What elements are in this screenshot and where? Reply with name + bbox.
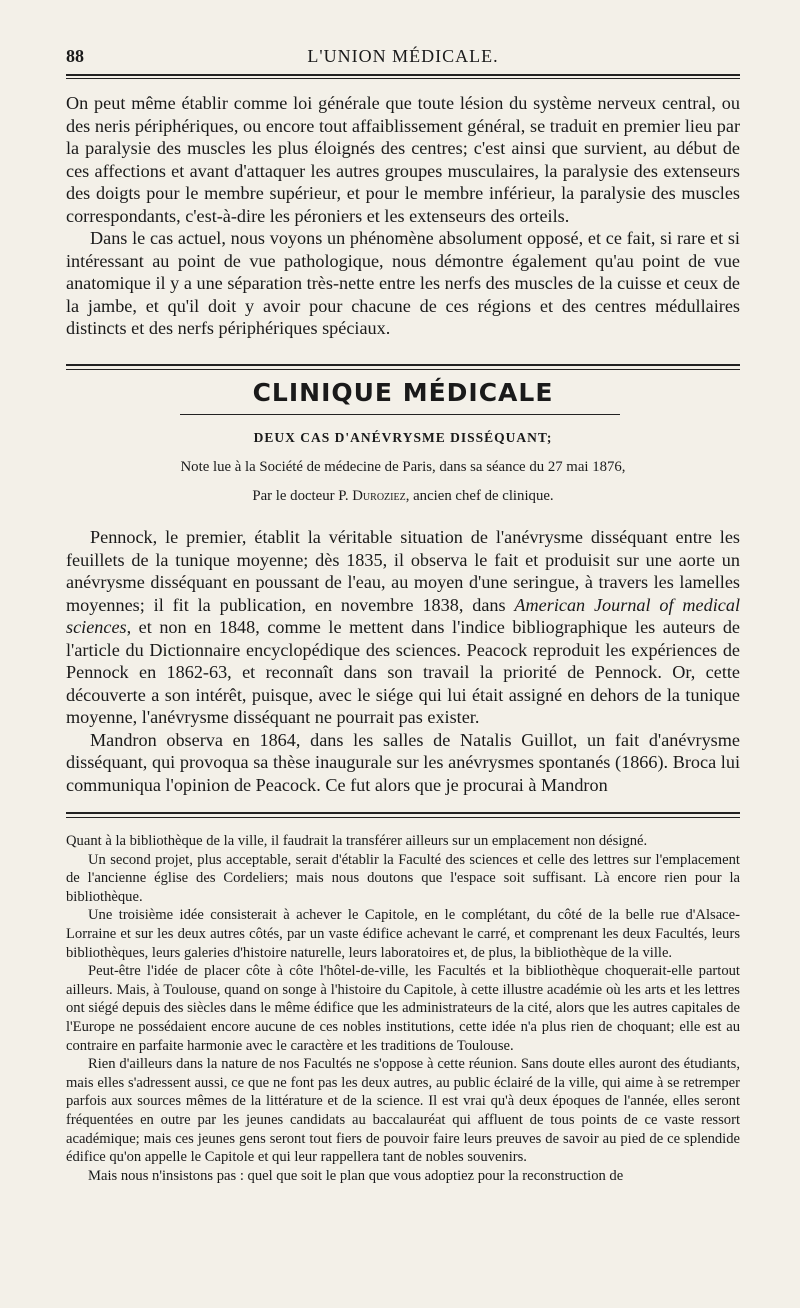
journal-name-italic: American Journal of medical sciences <box>66 594 740 637</box>
header-rule <box>66 74 740 76</box>
feuilleton-rule <box>66 812 740 814</box>
feuilleton-paragraph: Rien d'ailleurs dans la nature de nos Facultés ne s'oppose à cette réunion. Sans doute elles auront des étudiants, mais elles s'adressent aussi, ce que ne font pas les deux autres, au public éclairé de la ville, qui aime à se retremper parfois aux sources mêmes de la littérature et de la science. Il est vrai qu'à deux époques de l'année, elles seront fréquentées en outre par les jeunes candidats au baccalauréat qui affluent de tous points de ce vaste ressort académique; mais ces jeunes gens seront tout fiers de pouvoir faire leurs preuves de savoir au pied de ce splendide édifice qu'on appelle le Capitole et qui leur rappellera tant de nobles souvenirs. <box>66 1056 740 1166</box>
article-paragraph-1-part-b: , et non en 1848, comme le mettent dans l'indice bibliographique les auteurs de l'article du Dictionnaire encyclopédique des sciences. Peacock reproduit les expériences de Pennock en 1862-63, et reconnaît dans son travail la priorité de Pennock. Or, cette découverte a son intérêt, puisque, avec le siége qui lui était assigné en dehors de la tunique moyenne, l'anévrysme disséquant ne pourrait pas exister. <box>66 617 740 727</box>
page-number: 88 <box>66 46 84 66</box>
section-rule-thin <box>66 369 740 370</box>
feuilleton-paragraph: Peut-être l'idée de placer côte à côte l'hôtel-de-ville, les Facultés et la bibliothèque choquerait-elle partout ailleurs. Mais, à Toulouse, quand on songe à l'histoire du Capitole, à cette illustre académie où les arts et les lettres ont siégé depuis des siècles dans le même édifice que les administrateurs de la cité, alors que les autres capitales de l'Europe ne possédaient encore aucune de ces nobles institutions, cette idée n'a plus rien de choquant; elle est au contraire en parfaite harmonie avec le caractère et les traditions de Toulouse. <box>66 963 740 1054</box>
journal-title: L'UNION MÉDICALE. <box>307 46 499 66</box>
case-title: DEUX CAS D'ANÉVRYSME DISSÉQUANT; <box>253 430 553 445</box>
article-paragraph-1 <box>66 526 740 729</box>
feuilleton-paragraph: Un second projet, plus acceptable, serait d'établir la Faculté des sciences et celle des lettres sur l'emplacement de l'ancienne église des Cordeliers; mais nous doutons que l'espace soit suffisant. Là encore rien pour la bibliothèque. <box>66 851 740 905</box>
author-prefix: Par le docteur P. <box>252 488 349 504</box>
section-rule <box>66 364 740 366</box>
intro-paragraph-2: Dans le cas actuel, nous voyons un phénomène absolument opposé, et ce fait, si rare et si intéressant au point de vue pathologique, nous démontre également qu'au point de vue anatomique il y a une séparation très-nette entre les nerfs des muscles de la cuisse et ceux de la jambe, et qu'il doit y avoir pour chacune de ces régions et des centres médullaires distincts et des nerfs périphériques spéciaux. <box>66 228 740 338</box>
intro-paragraph-1: On peut même établir comme loi générale que toute lésion du système nerveux central, ou des neris périphériques, ou encore tout affaiblissement général, se traduit en premier lieu par la paralysie des muscles les plus éloignés des centres; c'est ainsi que survient, au début de ces affections et avant d'attaquer les autres groupes musculaires, la paralysie des extenseurs des doigts pour le membre supérieur, et pour le membre inférieur, la paralysie des muscles correspondants, c'est-à-dire les péroniers et les extenseurs des orteils. <box>66 93 740 226</box>
feuilleton-paragraph: Quant à la bibliothèque de la ville, il faudrait la transférer ailleurs sur un emplacement non désigné. <box>66 833 648 849</box>
author-suffix: , ancien chef de clinique. <box>405 488 554 504</box>
section-heading: CLINIQUE MÉDICALE <box>252 378 554 407</box>
article-text <box>66 526 740 796</box>
author-name: Duroziez <box>352 488 406 504</box>
running-head <box>66 46 740 70</box>
feuilleton-paragraph: Une troisième idée consisterait à achever le Capitole, en le complétant, du côté de la belle rue d'Alsace-Lorraine et sur les deux autres côtés, par un vaste édifice achevant le carré, et comprenant les deux Facultés, leurs bibliothèques, leurs galeries d'histoire naturelle, leurs laboratoires et, de plus, la bibliothèque de la ville. <box>66 907 740 961</box>
heading-underline <box>180 414 620 415</box>
feuilleton-paragraph: Mais nous n'insistons pas : quel que soit le plan que vous adoptiez pour la reconstruction de <box>88 1167 624 1184</box>
article-paragraph-1-part-a: Pennock, le premier, établit la véritable situation de l'anévrysme disséquant entre les feuillets de la tunique moyenne; dès 1835, il observa le fait et produisit sur une aorte un anévrysme disséquant en poussant de l'eau, au moyen d'une seringue, à travers les lamelles moyennes; il fit la publication, en novembre 1838, dans <box>66 527 740 615</box>
header-rule-thin <box>66 78 740 79</box>
intro-text <box>66 92 740 340</box>
author-line <box>66 488 740 505</box>
presentation-note: Note lue à la Société de médecine de Paris, dans sa séance du 27 mai 1876, <box>180 459 626 475</box>
feuilleton-text <box>66 832 740 1185</box>
feuilleton-rule-thin <box>66 817 740 818</box>
article-paragraph-2: Mandron observa en 1864, dans les salles de Natalis Guillot, un fait d'anévrysme disséquant, qui provoqua sa thèse inaugurale sur les anévrysmes spontanés (1866). Broca lui communiqua l'opinion de Peacock. Ce fut alors que je procurai à Mandron <box>66 729 740 795</box>
